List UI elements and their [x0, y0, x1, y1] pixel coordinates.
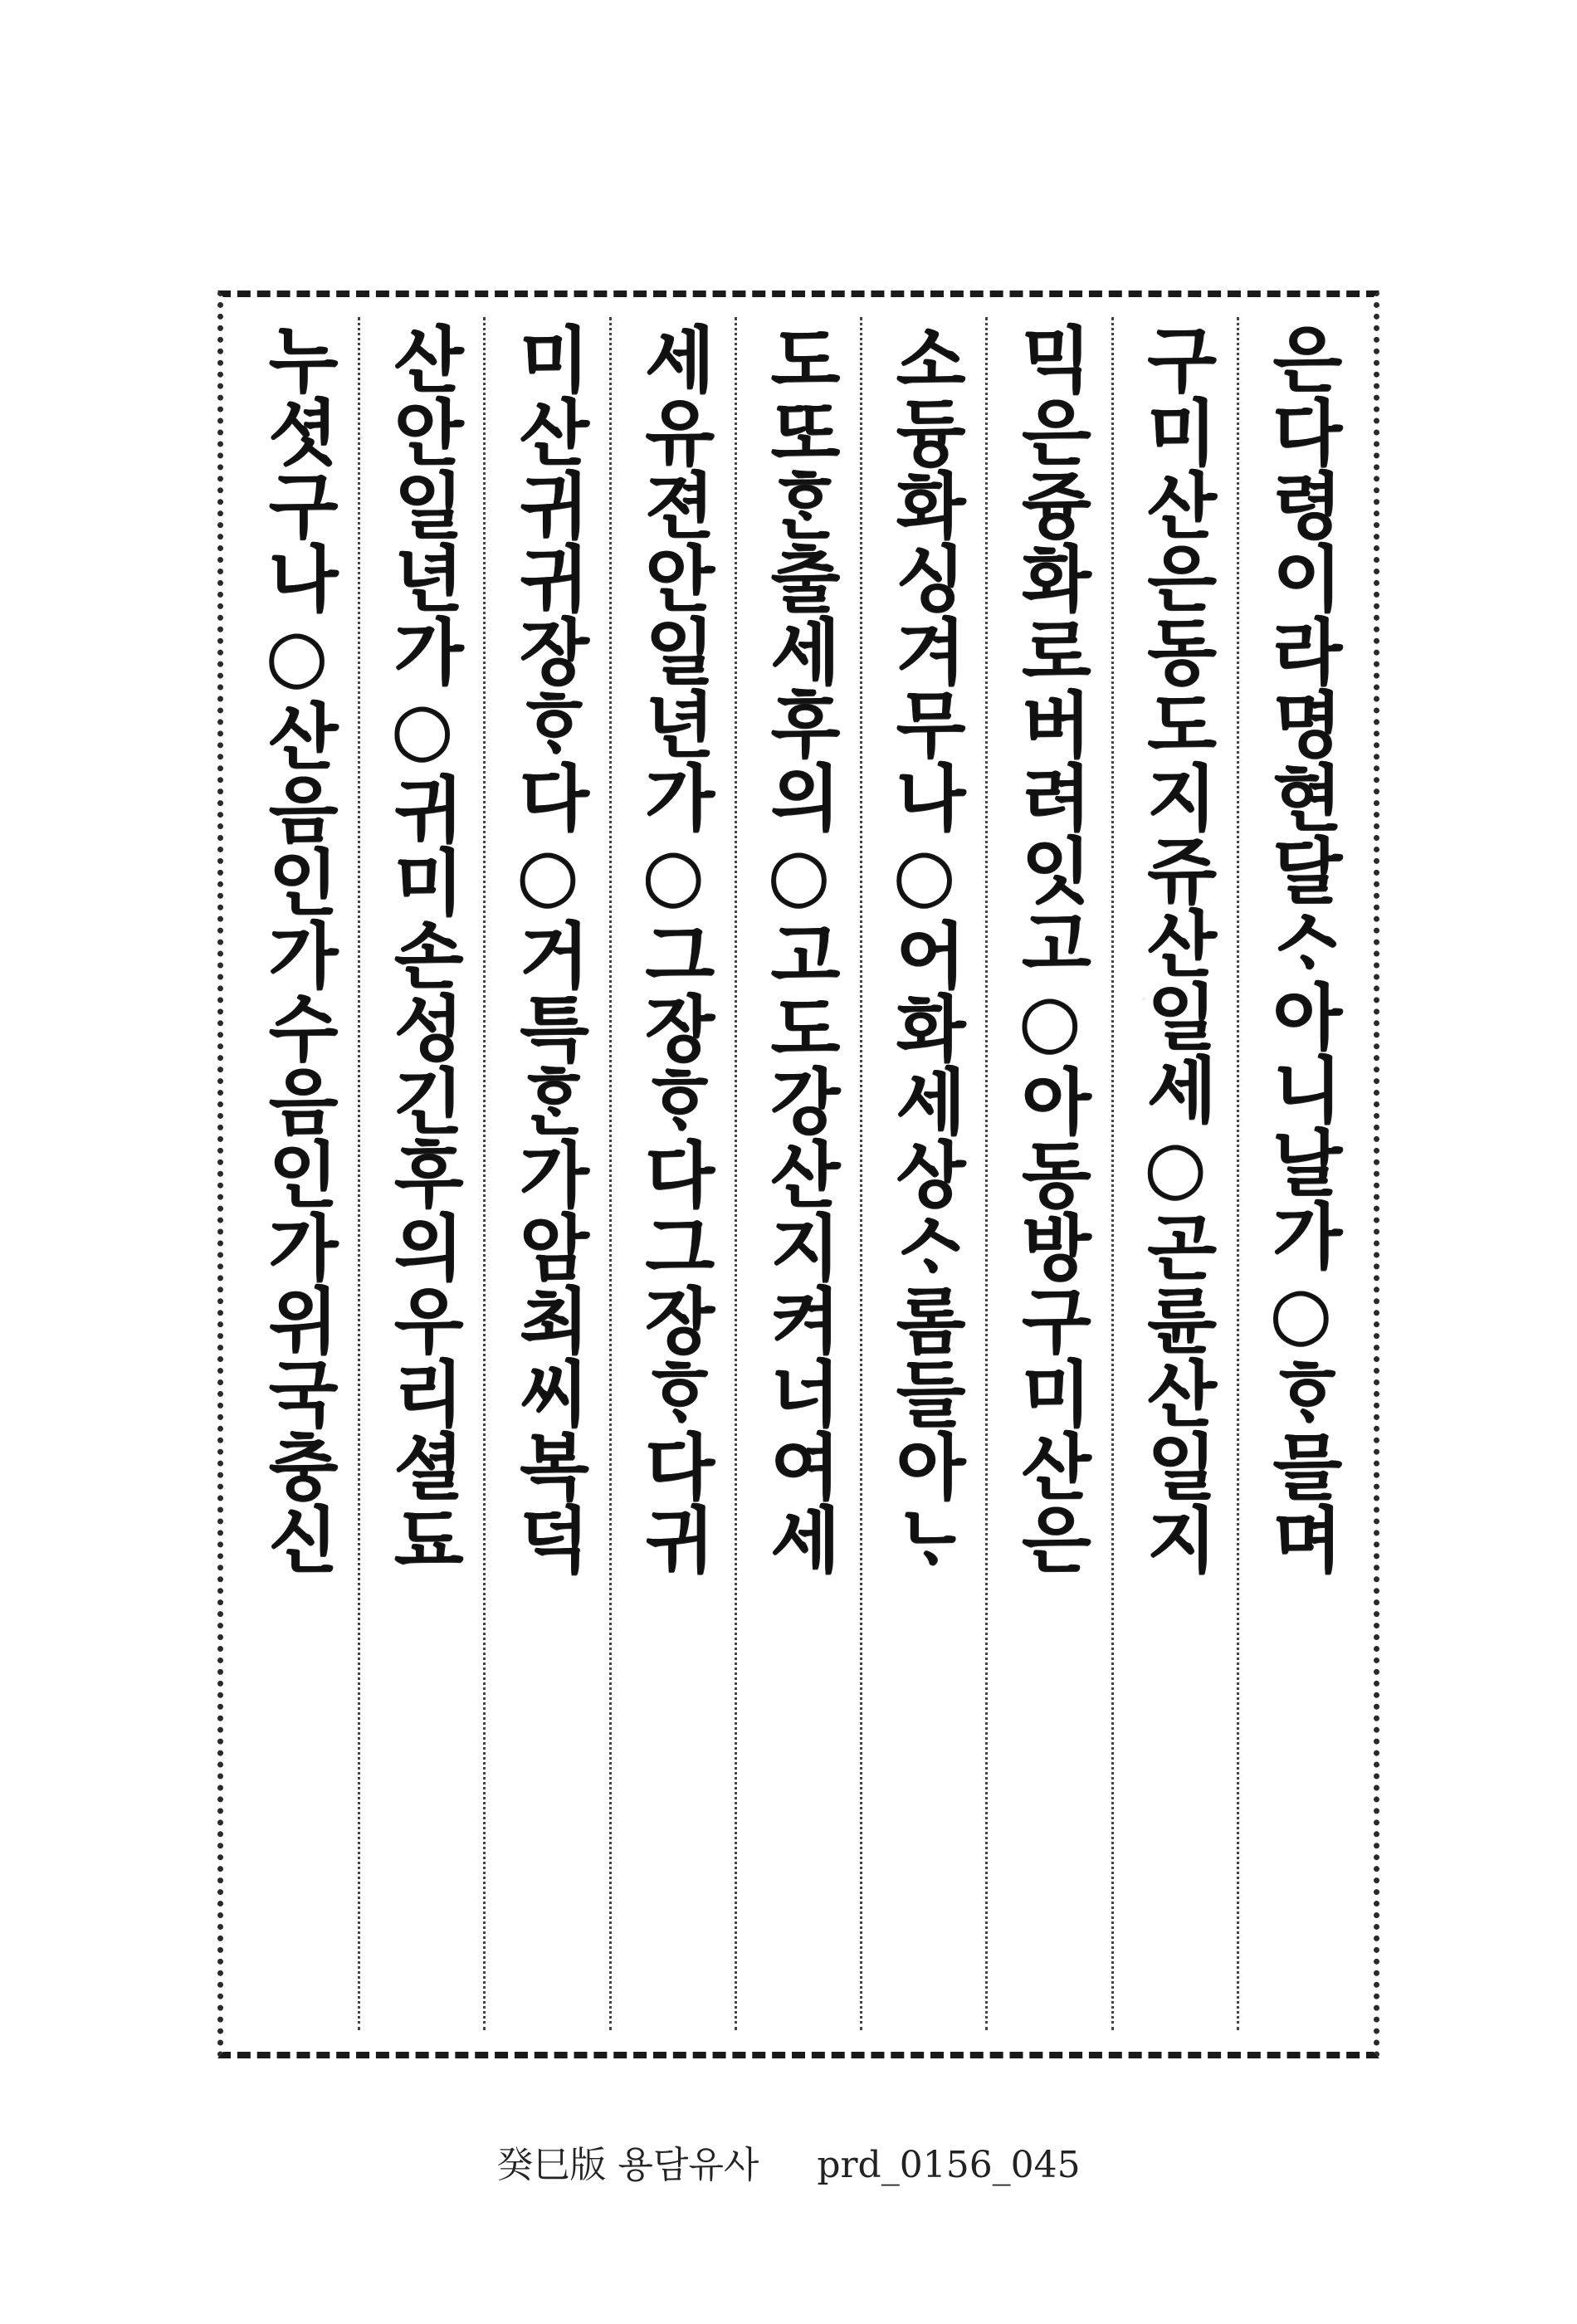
column-text: 미산귀귀장ᄒᆞ다○거특ᄒᆞᆫ가암최씨복덕	[505, 322, 589, 1575]
caption-id: prd_0156_045	[817, 2144, 1081, 2186]
text-columns	[223, 297, 1374, 2052]
text-column-2	[1114, 317, 1239, 2030]
caption-title: 癸巳版 용담유사	[496, 2144, 759, 2186]
text-column-8	[360, 317, 486, 2030]
text-column-4	[862, 317, 988, 2030]
text-column-1	[1239, 317, 1362, 2030]
column-text: 구미산은동도지쥬산일세○곤륜산일지	[1133, 322, 1217, 1575]
column-text: 은다령이라명현달ᄉᆞ아니날가○ᄒᆞ믈며	[1258, 322, 1342, 1575]
text-column-7	[486, 317, 611, 2030]
column-text: 소듕화싱겨무나○어화세상ᄉᆞ롬들아ᄂᆞ	[882, 322, 966, 1575]
text-column-9	[235, 317, 360, 2030]
column-text: 세유젼안일년가○그장ᄒᆞ다그장ᄒᆞ다귀	[631, 322, 715, 1575]
page-caption	[0, 2135, 1577, 2188]
column-text: 산안일년가○귀미손성긴후의우리셜됴	[380, 322, 464, 1575]
column-text: 누셧구나○산음인가수음인가위국충신	[255, 322, 339, 1575]
text-column-6	[612, 317, 737, 2030]
column-text: 도또ᄒᆞᆫ출세후의○고도강산지켜너여세	[756, 322, 840, 1575]
text-column-5	[737, 317, 862, 2030]
text-column-3	[988, 317, 1113, 2030]
woodblock-print-block	[217, 290, 1379, 2058]
column-text: 믹은즁화로버려잇고○아동방구미산은	[1008, 322, 1091, 1575]
